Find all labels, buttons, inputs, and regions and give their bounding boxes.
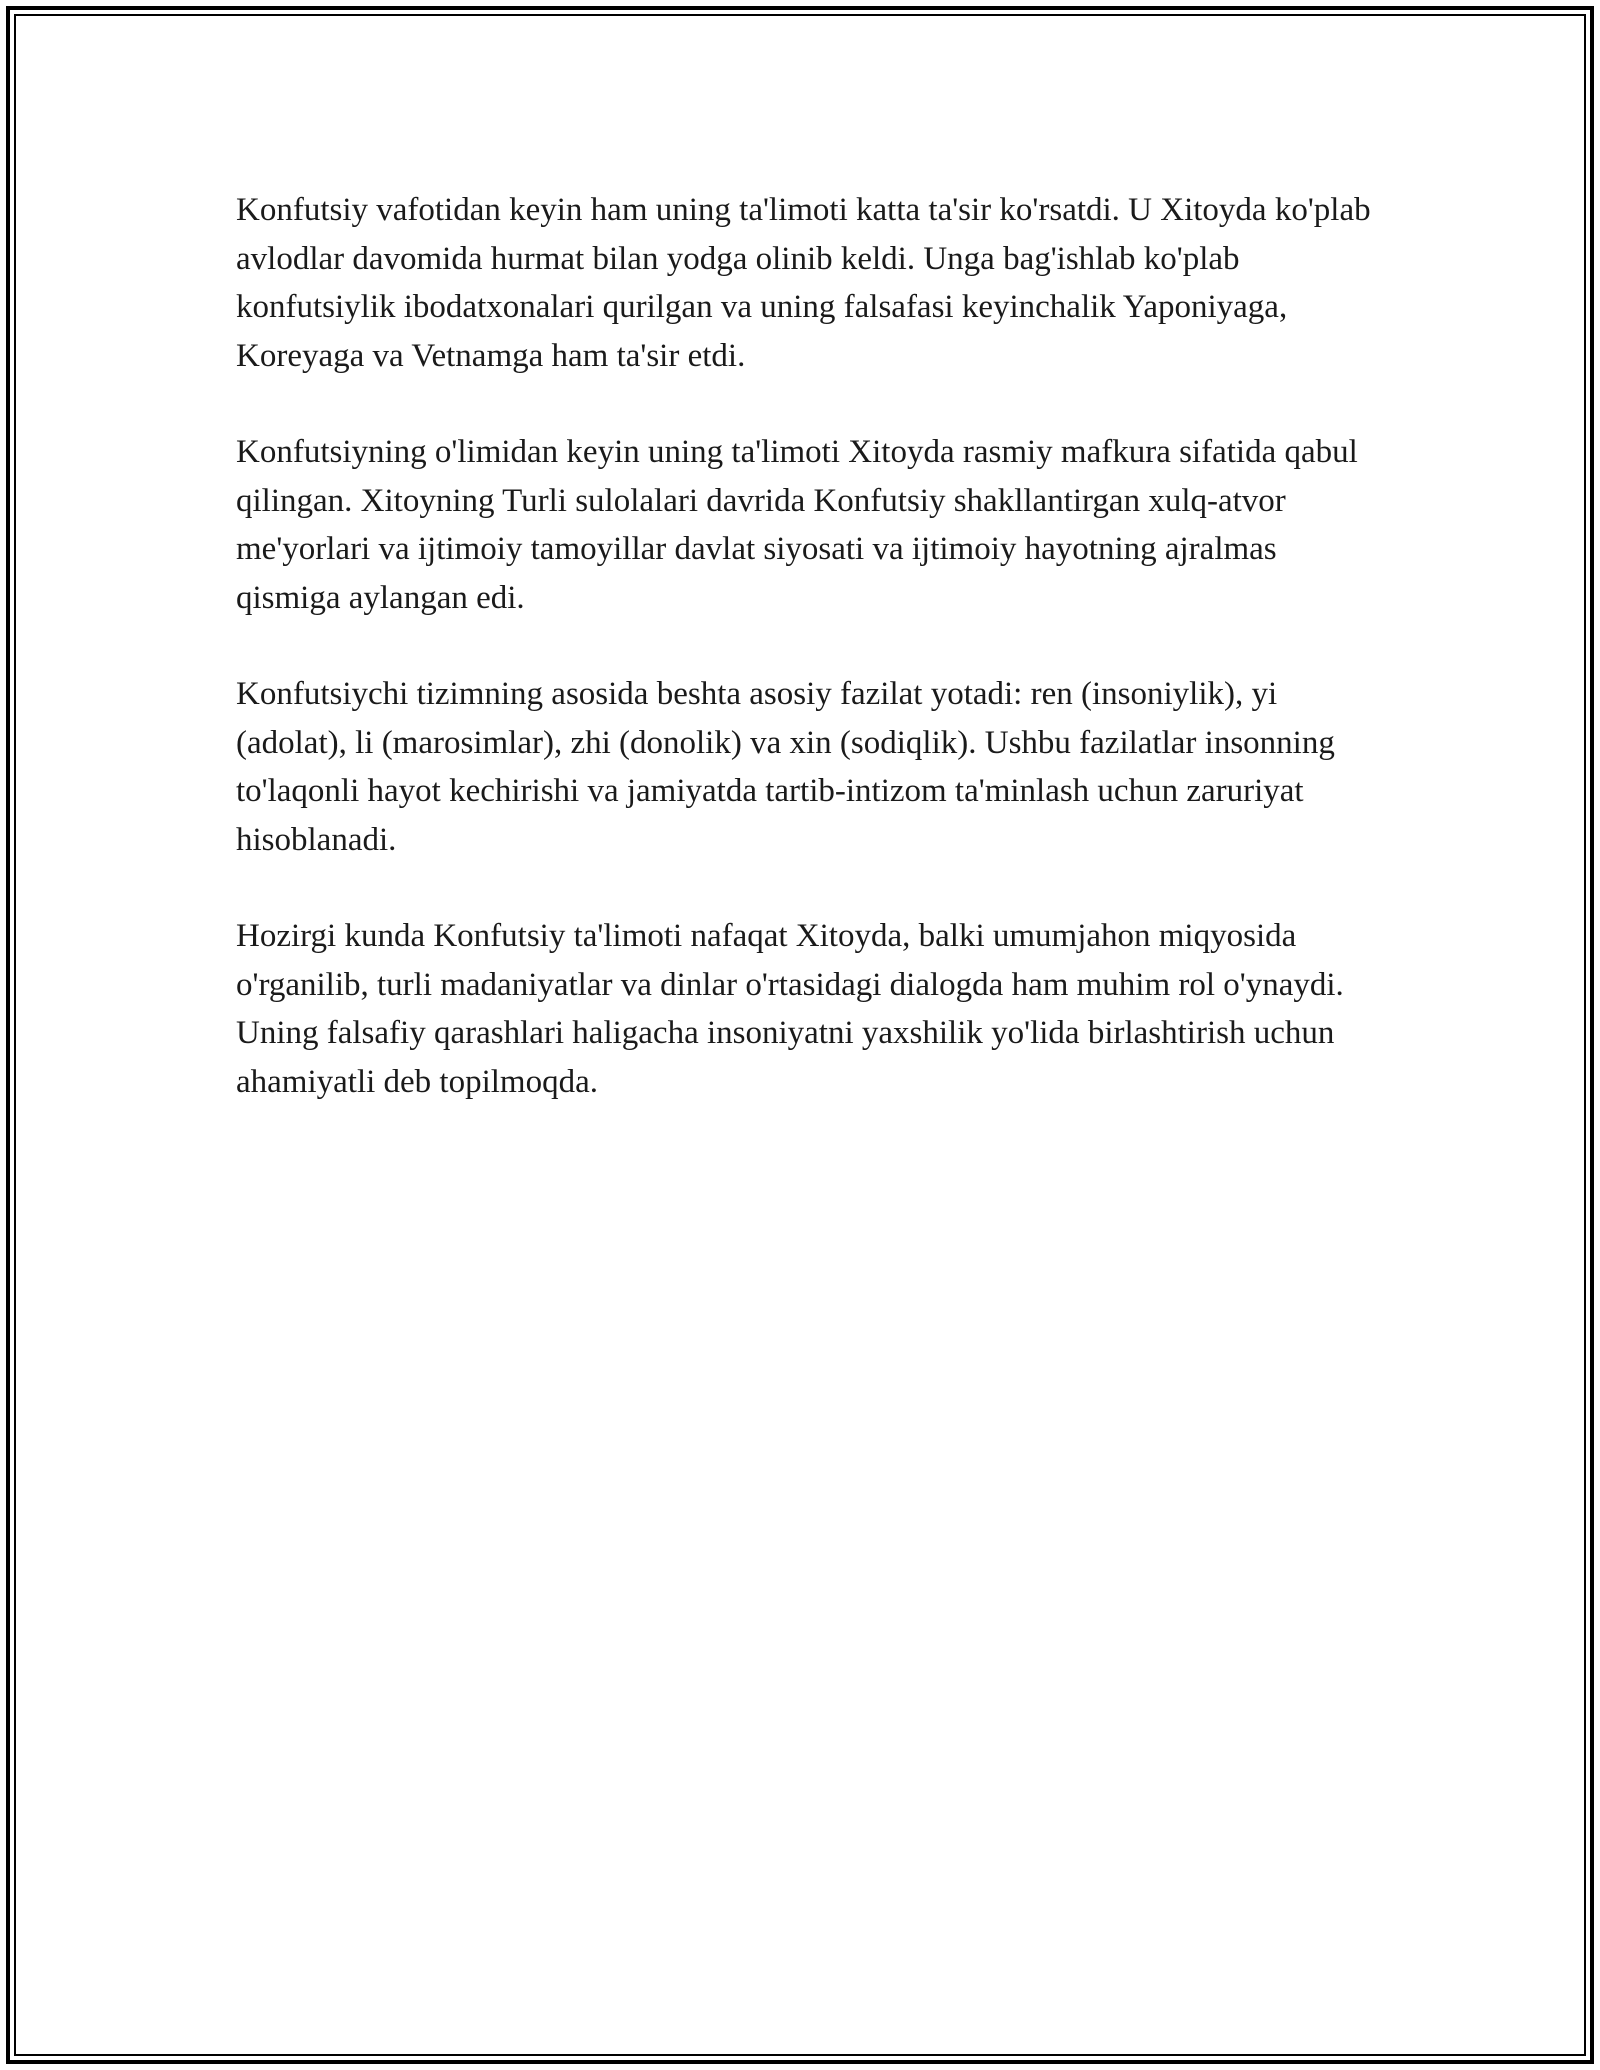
paragraph-4: Hozirgi kunda Konfutsiy ta'limoti nafaqat Xitoyda, balki umumjahon miqyosida o'rganilib, turli madaniyatlar va dinlar o'rtasidagi dialogda ham muhim rol o'ynaydi. Uning falsafiy qarashlari haligacha insoniyatni yaxshilik yo'lida birlashtirish uchun ahamiyatli deb topilmoqda. (236, 918, 1344, 1100)
paragraph-2: Konfutsiyning o'limidan keyin uning ta'limoti Xitoyda rasmiy mafkura sifatida qabul qilingan. Xitoyning Turli sulolalari davrida Konfutsiy shakllantirgan xulq-atvor me'yorlari va ijtimoiy tamoyillar davlat siyosati va ijtimoiy hayotning ajralmas qismiga aylangan edi. (236, 434, 1358, 616)
paragraph-3: Konfutsiychi tizimning asosida beshta asosiy fazilat yotadi: ren (insoniylik), yi (adolat), li (marosimlar), zhi (donolik) va xin (sodiqlik). Ushbu fazilatlar insonning to'laqonli hayot kechirishi va jamiyatda tartib-intizom ta'minlash uchun zaruriyat hisoblanadi. (236, 676, 1335, 858)
document-body (236, 186, 1376, 1154)
paragraph-1: Konfutsiy vafotidan keyin ham uning ta'limoti katta ta'sir ko'rsatdi. U Xitoyda ko'plab avlodlar davomida hurmat bilan yodga olinib keldi. Unga bag'ishlab ko'plab konfutsiylik ibodatxonalari qurilgan va uning falsafasi keyinchalik Yaponiyaga, Koreyaga va Vetnamga ham ta'sir etdi. (236, 192, 1371, 374)
